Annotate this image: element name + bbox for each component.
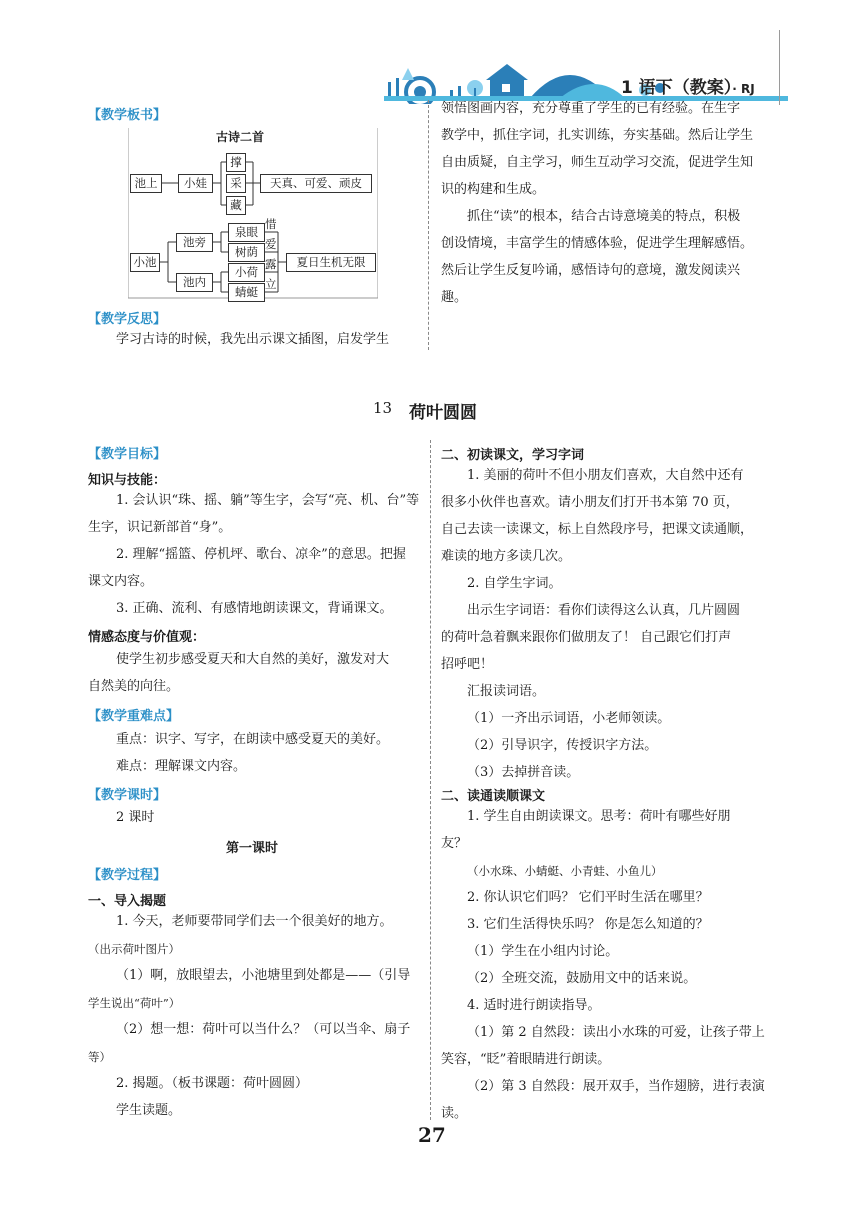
- paragraph-line: 的荷叶急着飘来跟你们做朋友了！ 自己跟它们打声: [441, 630, 732, 645]
- paragraph-line: 难读的地方多读几次。: [441, 549, 572, 564]
- paragraph-line: 读。: [441, 1106, 468, 1121]
- paragraph-line: 趣。: [441, 290, 468, 305]
- subheading: 一、导入揭题: [88, 894, 167, 909]
- subheading: 情感态度与价值观：: [88, 630, 206, 645]
- paragraph-line: 很多小伙伴也喜欢。请小朋友们打开书本第 70 页，: [441, 495, 739, 510]
- paragraph-line: （出示荷叶图片）: [88, 942, 180, 956]
- board-node: 小娃: [178, 174, 213, 193]
- paragraph-line: 1. 今天，老师要带同学们去一个很美好的地方。: [116, 914, 393, 929]
- paragraph-line: 识的构建和生成。: [441, 182, 546, 197]
- running-header: [621, 73, 755, 98]
- paragraph-line: 使学生初步感受夏天和大自然的美好，激发对大: [116, 652, 390, 667]
- paragraph-line: （1）第 2 自然段：读出小水珠的可爱，让孩子带上: [467, 1025, 765, 1040]
- board-node: 小荷: [228, 263, 265, 282]
- process-heading: 【教学过程】: [88, 868, 167, 883]
- paragraph-line: 学生说出“荷叶”）: [88, 996, 181, 1010]
- header-divider: [779, 30, 780, 105]
- paragraph-line: （2）想一想：荷叶可以当什么？（可以当伞、扇子: [116, 1022, 411, 1037]
- paragraph-line: 领悟图画内容，充分尊重了学生的已有经验。在生字: [441, 101, 741, 116]
- lesson-number: 13: [373, 399, 393, 417]
- board-node: 池旁: [176, 233, 213, 252]
- paragraph-line: 学生读题。: [116, 1103, 182, 1118]
- column-divider: [430, 440, 431, 1120]
- board-node: 池内: [176, 273, 213, 292]
- board-node: 泉眼: [228, 223, 265, 242]
- paragraph-line: 招呼吧！: [441, 657, 494, 672]
- lesson-title: 荷叶圆圆: [409, 403, 477, 423]
- paragraph-line: （1）啊，放眼望去，小池塘里到处都是——（引导: [116, 968, 411, 983]
- paragraph-line: 1. 美丽的荷叶不但小朋友们喜欢，大自然中还有: [467, 468, 744, 483]
- header-grade: 1: [621, 78, 633, 98]
- board-verb: 露: [265, 257, 277, 271]
- paragraph-line: （2）第 3 自然段：展开双手，当作翅膀，进行表演: [467, 1079, 765, 1094]
- paragraph-line: 抓住“读”的根本，结合古诗意境美的特点，积极: [467, 209, 741, 224]
- paragraph-line: 3. 它们生活得快乐吗？ 你是怎么知道的？: [467, 917, 709, 932]
- board-verb: 立: [265, 277, 277, 291]
- board-node: 天真、可爱、顽皮: [260, 174, 372, 193]
- paragraph-line: 难点：理解课文内容。: [116, 759, 247, 774]
- board-node: 小池: [130, 253, 160, 272]
- paragraph-line: 1. 学生自由朗读课文。思考：荷叶有哪些好朋: [467, 809, 731, 824]
- paragraph-line: 教学中，抓住字词，扎实训练，夯实基础。然后让学生: [441, 128, 754, 143]
- paragraph-line: 笑容，“眨”着眼睛进行朗读。: [441, 1052, 611, 1067]
- paragraph-line: （3）去掉拼音读。: [467, 765, 580, 780]
- paragraph-line: 学习古诗的时候，我先出示课文插图，启发学生: [116, 332, 390, 347]
- board-verb: 爱: [265, 237, 277, 251]
- keypoint-heading: 【教学重难点】: [88, 709, 180, 724]
- paragraph-line: 重点：识字、写字，在朗读中感受夏天的美好。: [116, 732, 390, 747]
- header-title: 语下（教案）: [638, 78, 733, 98]
- hours-heading: 【教学课时】: [88, 788, 167, 803]
- board-node: 夏日生机无限: [286, 253, 376, 272]
- subheading: 知识与技能：: [88, 473, 167, 488]
- paragraph-line: 友？: [441, 836, 468, 851]
- paragraph-line: 汇报读词语。: [467, 684, 546, 699]
- board-node: 撑: [226, 153, 246, 172]
- board-heading: 【教学板书】: [88, 108, 167, 123]
- board-verb: 惜: [265, 217, 277, 231]
- paragraph-line: 出示生字词语：看你们读得这么认真，几片圆圆: [467, 603, 741, 618]
- paragraph-line: 3. 正确、流利、有感情地朗读课文，背诵课文。: [116, 601, 393, 616]
- paragraph-line: 等）: [88, 1050, 111, 1064]
- paragraph-line: 2 课时: [116, 810, 155, 825]
- board-node: 树荫: [228, 243, 265, 262]
- subheading: 二、初读课文，学习字词: [441, 448, 585, 463]
- header-edition: · RJ: [732, 82, 755, 96]
- board-node: 采: [226, 174, 246, 193]
- paragraph-line: 4. 适时进行朗读指导。: [467, 998, 601, 1013]
- paragraph-line: 自由质疑，自主学习，师生互动学习交流，促进学生知: [441, 155, 754, 170]
- paragraph-line: 2. 理解“摇篮、停机坪、歌台、凉伞”的意思。把握: [116, 547, 406, 562]
- board-node: 池上: [130, 174, 162, 193]
- paragraph-line: （1）学生在小组内讨论。: [467, 944, 619, 959]
- paragraph-line: （小水珠、小蜻蜓、小青蛙、小鱼儿）: [467, 864, 663, 878]
- column-divider: [428, 100, 429, 350]
- paragraph-line: 自己去读一读课文，标上自然段序号，把课文读通顺，: [441, 522, 754, 537]
- board-node: 蜻蜓: [228, 283, 265, 302]
- period-title: 第一课时: [226, 841, 279, 856]
- paragraph-line: （2）引导识字，传授识字方法。: [467, 738, 658, 753]
- paragraph-line: （1）一齐出示词语，小老师领读。: [467, 711, 671, 726]
- paragraph-line: （2）全班交流，鼓励用文中的话来说。: [467, 971, 697, 986]
- paragraph-line: 课文内容。: [88, 574, 154, 589]
- subheading: 二、读通读顺课文: [441, 789, 546, 804]
- paragraph-line: 2. 自学生字词。: [467, 576, 562, 591]
- paragraph-line: 2. 你认识它们吗？ 它们平时生活在哪里？: [467, 890, 709, 905]
- paragraph-line: 2. 揭题。（板书课题：荷叶圆圆）: [116, 1076, 309, 1091]
- paragraph-line: 自然美的向往。: [88, 679, 180, 694]
- page-number: 27: [418, 1123, 446, 1147]
- board-node: 藏: [226, 196, 246, 215]
- paragraph-line: 1. 会认识“珠、摇、躺”等生字，会写“亮、机、台”等: [116, 493, 420, 508]
- goal-heading: 【教学目标】: [88, 447, 167, 462]
- paragraph-line: 然后让学生反复吟诵，感悟诗句的意境，激发阅读兴: [441, 263, 741, 278]
- paragraph-line: 生字，识记新部首“身”。: [88, 520, 232, 535]
- paragraph-line: 创设情境，丰富学生的情感体验，促进学生理解感悟。: [441, 236, 754, 251]
- reflection-heading: 【教学反思】: [88, 312, 167, 327]
- board-diagram: [128, 128, 378, 300]
- board-title: 古诗二首: [216, 130, 265, 144]
